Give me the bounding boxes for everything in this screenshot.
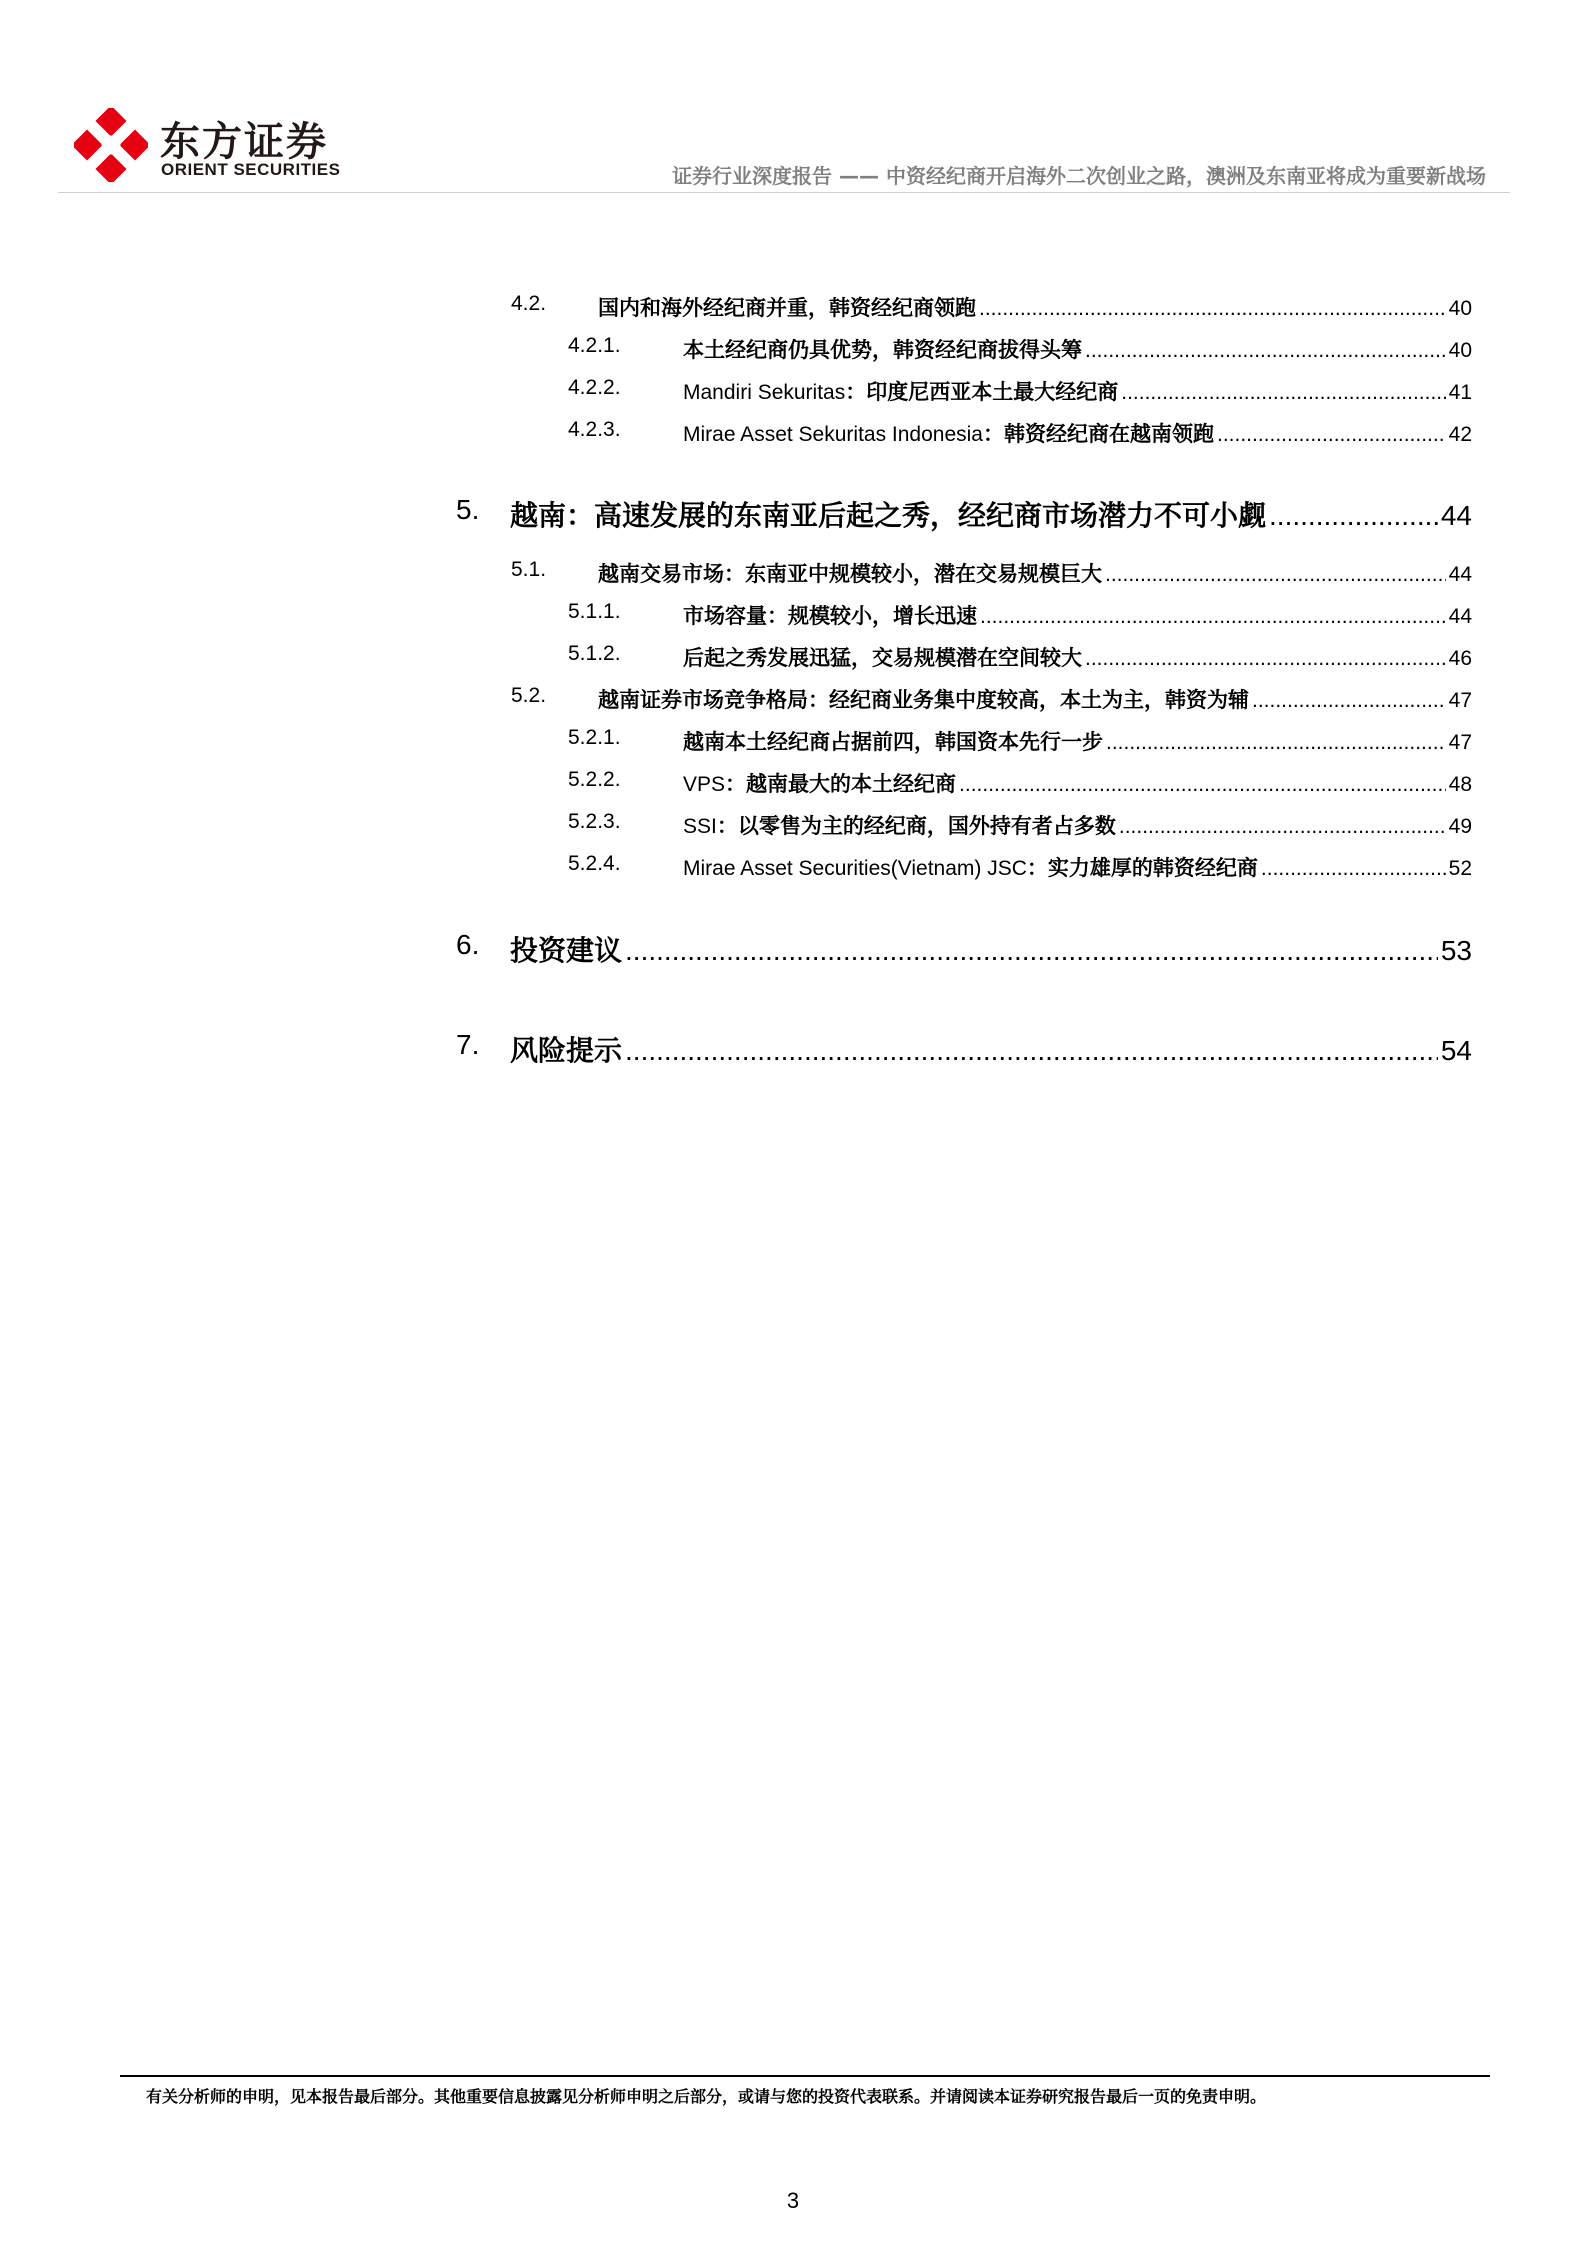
toc-entry-title <box>683 810 1116 840</box>
toc-entry-line <box>683 810 1472 840</box>
toc-leader-dots <box>1252 689 1446 713</box>
toc-leader-dots <box>1261 857 1446 881</box>
toc-entry[interactable] <box>0 418 1586 452</box>
toc-entry-title <box>683 418 1214 448</box>
toc-entry-page: 48 <box>1448 773 1472 796</box>
toc-entry-number: 4.2. <box>511 292 547 315</box>
toc-leader-dots <box>1085 339 1446 363</box>
toc-leader-dots <box>625 935 1438 967</box>
toc-entry-line <box>510 494 1472 534</box>
toc-entry-title <box>683 726 1103 756</box>
toc-entry-page: 52 <box>1448 857 1472 880</box>
toc-entry-line <box>683 418 1472 448</box>
page-number: 3 <box>786 2188 800 2213</box>
footer-divider <box>120 2075 1490 2077</box>
toc-entry-page: 49 <box>1448 815 1472 838</box>
toc-entry-number: 5.2.4. <box>568 852 621 875</box>
toc-entry-page: 44 <box>1448 563 1472 586</box>
toc-entry-title-text: 投资建议 <box>510 934 623 967</box>
toc-leader-dots <box>625 1035 1438 1067</box>
toc-entry-line <box>683 642 1472 672</box>
toc-entry-number: 5.1.2. <box>568 642 621 665</box>
toc-entry-title <box>683 600 977 630</box>
orient-securities-logo-icon <box>74 108 148 182</box>
toc-leader-dots <box>1119 815 1446 839</box>
toc-entry-title-text: 越南证券市场竞争格局：经纪商业务集中度较高，本土为主，韩资为辅 <box>598 688 1249 712</box>
toc-entry-page: 41 <box>1448 381 1472 404</box>
toc-entry-line <box>683 334 1472 364</box>
toc-entry-number: 5.2.3. <box>568 810 621 833</box>
toc-entry-title <box>510 929 622 969</box>
toc-entry-number: 4.2.2. <box>568 376 621 399</box>
toc-entry[interactable] <box>0 642 1586 676</box>
toc-entry[interactable] <box>0 292 1586 326</box>
toc-entry-title-latin: Mirae Asset Securities(Vietnam) JSC <box>683 857 1027 880</box>
toc-entry-title-text: ：越南最大的本土经纪商 <box>725 772 957 796</box>
toc-entry-title <box>510 494 1266 534</box>
toc-entry[interactable] <box>0 376 1586 410</box>
toc-entry[interactable] <box>0 768 1586 802</box>
toc-entry-line <box>598 558 1472 588</box>
company-logo <box>74 108 341 188</box>
toc-entry-line <box>598 292 1472 322</box>
toc-entry-page: 42 <box>1448 423 1472 446</box>
toc-entry-line <box>683 726 1472 756</box>
header-divider <box>58 192 1510 193</box>
toc-leader-dots <box>980 605 1446 629</box>
toc-leader-dots <box>1085 647 1446 671</box>
toc-entry-title-text: 风险提示 <box>510 1034 623 1067</box>
toc-entry-title-text: 后起之秀发展迅猛，交易规模潜在空间较大 <box>683 646 1082 670</box>
toc-entry-page: 53 <box>1440 935 1472 966</box>
toc-entry[interactable] <box>0 558 1586 592</box>
toc-entry-title-latin: VPS <box>683 773 726 796</box>
toc-entry-line <box>683 852 1472 882</box>
toc-entry-number: 5.2. <box>511 684 547 707</box>
toc-entry-line <box>510 929 1472 969</box>
toc-entry-line <box>683 376 1472 406</box>
toc-leader-dots <box>1121 381 1445 405</box>
toc-entry-line <box>683 768 1472 798</box>
toc-entry[interactable] <box>0 684 1586 718</box>
toc-entry-title-text: 本土经纪商仍具优势，韩资经纪商拔得头筹 <box>683 338 1082 362</box>
toc-entry[interactable] <box>0 929 1586 967</box>
toc-entry-title-text: ：韩资经纪商在越南领跑 <box>983 422 1214 446</box>
toc-leader-dots <box>1106 731 1446 755</box>
toc-entry-title-text: ：以零售为主的经纪商，国外持有者占多数 <box>716 814 1116 838</box>
toc-entry-title <box>598 558 1102 588</box>
toc-entry-page: 44 <box>1440 500 1472 531</box>
toc-entry-title-text: 市场容量：规模较小，增长迅速 <box>683 604 977 628</box>
footer-disclaimer: 有关分析师的申明，见本报告最后部分。其他重要信息披露见分析师申明之后部分，或请与您的投资代表联系。并请阅读本证券研究报告最后一页的免责申明。 <box>146 2087 1267 2106</box>
toc-entry-title-latin: SSI <box>683 815 717 838</box>
toc-entry-line <box>510 1029 1472 1069</box>
toc-entry-title <box>683 768 956 798</box>
toc-entry-number: 7. <box>456 1029 480 1060</box>
toc-entry[interactable] <box>0 1029 1586 1067</box>
toc-entry-title <box>598 292 976 322</box>
toc-entry-number: 6. <box>456 929 480 960</box>
toc-entry[interactable] <box>0 852 1586 886</box>
toc-entry-number: 5.2.2. <box>568 768 621 791</box>
toc-entry-number: 5.1.1. <box>568 600 621 623</box>
toc-entry-number: 5.1. <box>511 558 547 581</box>
toc-leader-dots <box>959 773 1446 797</box>
toc-entry-title-text: 越南本土经纪商占据前四，韩国资本先行一步 <box>683 730 1103 754</box>
toc-entry-title <box>683 334 1082 364</box>
toc-leader-dots <box>1105 563 1446 587</box>
toc-entry-title-text: ：印度尼西亚本土最大经纪商 <box>845 380 1119 404</box>
toc-entry-title <box>510 1029 622 1069</box>
toc-entry-page: 40 <box>1448 339 1472 362</box>
toc-entry-page: 46 <box>1448 647 1472 670</box>
toc-entry-number: 4.2.3. <box>568 418 621 441</box>
toc-entry-line <box>683 600 1472 630</box>
toc-entry-title-text: ：实力雄厚的韩资经纪商 <box>1026 856 1258 880</box>
toc-entry-page: 44 <box>1448 605 1472 628</box>
toc-entry[interactable] <box>0 334 1586 368</box>
toc-entry-title-latin: Mandiri Sekuritas <box>683 381 846 404</box>
toc-entry-title-text: 国内和海外经纪商并重，韩资经纪商领跑 <box>598 296 976 320</box>
toc-entry-number: 5. <box>456 494 480 525</box>
toc-leader-dots <box>1269 500 1438 532</box>
toc-entry-title <box>598 684 1249 714</box>
toc-entry-page: 40 <box>1448 297 1472 320</box>
toc-entry[interactable] <box>0 494 1586 532</box>
logo-chinese-name: 东方证券 <box>160 119 328 165</box>
toc-entry-title <box>683 642 1082 672</box>
toc-entry-page: 47 <box>1448 731 1472 754</box>
toc-leader-dots <box>1217 423 1446 447</box>
toc-entry-title-text: 越南交易市场：东南亚中规模较小，潜在交易规模巨大 <box>598 562 1102 586</box>
toc-entry-title-text: 越南：高速发展的东南亚后起之秀，经纪商市场潜力不可小觑 <box>510 499 1267 532</box>
toc-entry-number: 5.2.1. <box>568 726 621 749</box>
toc-entry-title-latin: Mirae Asset Sekuritas Indonesia <box>683 423 983 446</box>
toc-entry-page: 54 <box>1440 1035 1472 1066</box>
toc-entry-line <box>598 684 1472 714</box>
toc-entry-number: 4.2.1. <box>568 334 621 357</box>
toc-entry-title <box>683 376 1118 406</box>
toc-entry-page: 47 <box>1448 689 1472 712</box>
toc-entry[interactable] <box>0 810 1586 844</box>
logo-english-name: ORIENT SECURITIES <box>161 160 341 179</box>
toc-entry-title <box>683 852 1258 882</box>
toc-entry[interactable] <box>0 600 1586 634</box>
toc-entry[interactable] <box>0 726 1586 760</box>
report-header-title: 证券行业深度报告 —— 中资经纪商开启海外二次创业之路，澳洲及东南亚将成为重要新战场 <box>672 164 1486 188</box>
toc-leader-dots <box>979 297 1446 321</box>
